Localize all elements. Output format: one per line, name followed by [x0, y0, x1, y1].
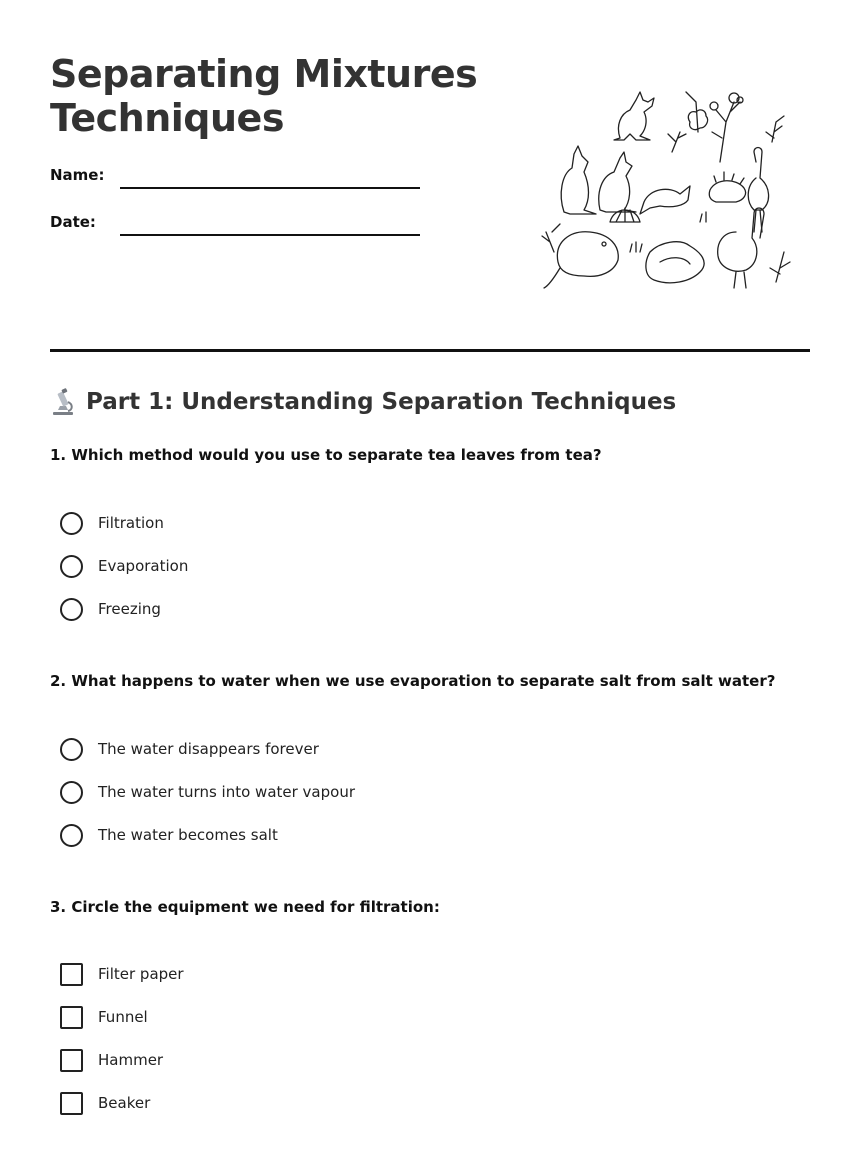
option-label: The water disappears forever [98, 740, 319, 758]
name-field[interactable] [120, 187, 420, 189]
date-label: Date: [50, 213, 96, 231]
option-label: Evaporation [98, 557, 189, 575]
option-label: Filtration [98, 514, 164, 532]
question-1-text: 1. Which method would you use to separate tea leaves from tea? [50, 446, 602, 464]
option-label: Beaker [98, 1094, 151, 1112]
worksheet-title: Separating Mixtures Techniques [50, 52, 478, 140]
radio-button[interactable] [60, 512, 83, 535]
question-1-option-1[interactable] [60, 511, 164, 535]
option-label: The water becomes salt [98, 826, 278, 844]
question-2-option-3[interactable] [60, 823, 278, 847]
option-label: Hammer [98, 1051, 164, 1069]
question-3-option-2[interactable] [60, 1005, 148, 1029]
question-2-text: 2. What happens to water when we use evaporation to separate salt from salt water? [50, 672, 776, 690]
question-3-text: 3. Circle the equipment we need for filtration: [50, 898, 440, 916]
checkbox[interactable] [60, 963, 83, 986]
section-heading-text: Part 1: Understanding Separation Techniques [86, 389, 677, 415]
radio-button[interactable] [60, 824, 83, 847]
radio-button[interactable] [60, 555, 83, 578]
microscope-icon [50, 388, 76, 416]
option-label: The water turns into water vapour [98, 783, 355, 801]
name-label: Name: [50, 166, 105, 184]
section-heading [50, 388, 676, 416]
question-1-option-3[interactable] [60, 597, 161, 621]
checkbox[interactable] [60, 1049, 83, 1072]
option-label: Funnel [98, 1008, 148, 1026]
radio-button[interactable] [60, 738, 83, 761]
date-field[interactable] [120, 234, 420, 236]
question-3-option-4[interactable] [60, 1091, 150, 1115]
question-3-option-3[interactable] [60, 1048, 163, 1072]
australian-animals-illustration [540, 82, 800, 294]
checkbox[interactable] [60, 1092, 83, 1115]
option-label: Freezing [98, 600, 161, 618]
radio-button[interactable] [60, 598, 83, 621]
question-2-option-2[interactable] [60, 780, 355, 804]
checkbox[interactable] [60, 1006, 83, 1029]
question-1-option-2[interactable] [60, 554, 188, 578]
radio-button[interactable] [60, 781, 83, 804]
option-label: Filter paper [98, 965, 184, 983]
question-3-option-1[interactable] [60, 962, 184, 986]
question-2-option-1[interactable] [60, 737, 319, 761]
section-divider [50, 349, 810, 352]
